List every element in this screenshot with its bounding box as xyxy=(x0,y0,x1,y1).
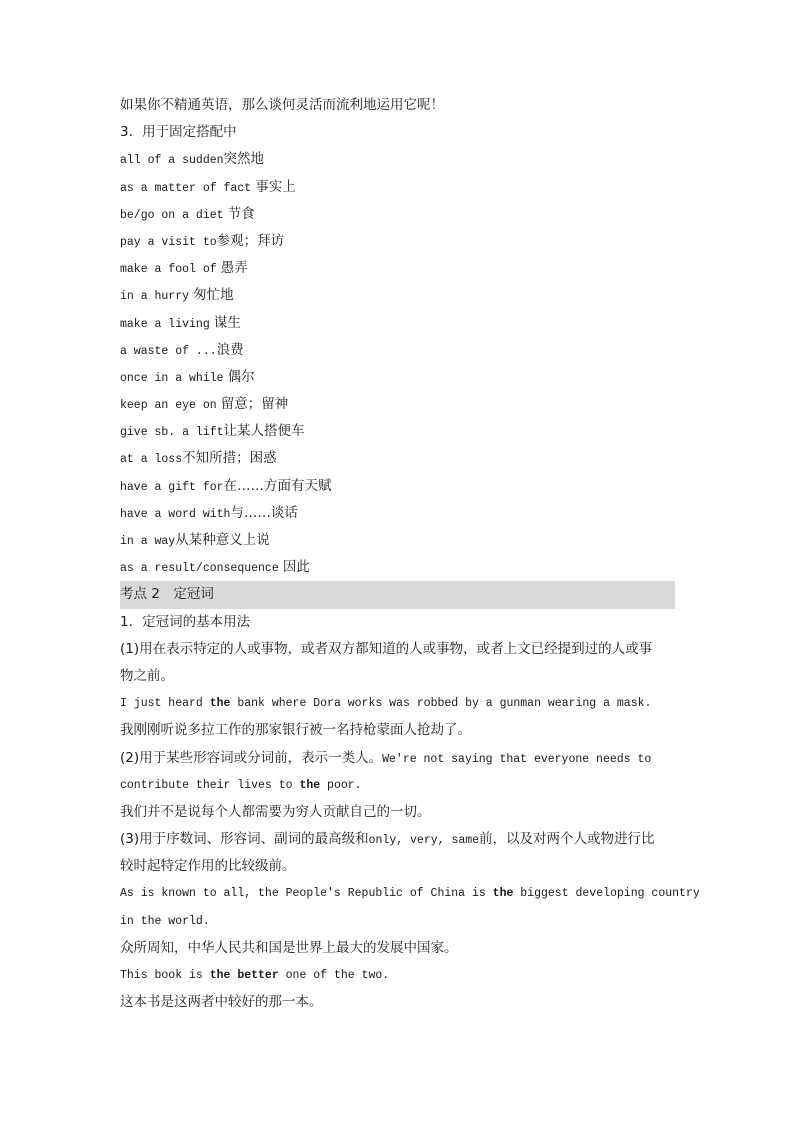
phrase-item xyxy=(120,337,675,364)
phrase-cn: 愚弄 xyxy=(220,260,248,277)
text-segment: (3)用于序数词、形容词、副词的最高级和 xyxy=(120,831,369,848)
phrase-cn: 从某种意义上说 xyxy=(175,532,270,548)
text-segment: poor. xyxy=(320,778,362,792)
phrase-cn: 留意；留神 xyxy=(220,396,289,413)
phrase-cn: 谋生 xyxy=(213,314,241,331)
phrase-en: pay a visit to xyxy=(120,235,217,249)
section-3-title: 3．用于固定搭配中 xyxy=(120,124,237,141)
phrase-cn: 突然地 xyxy=(223,151,265,168)
phrase-cn: 与……谈话 xyxy=(230,504,298,521)
rule-3-line-1 xyxy=(120,826,675,853)
example-3-cn: 众所周知，中华人民共和国是世界上最大的发展中国家。 xyxy=(120,939,458,956)
phrase-item xyxy=(120,364,675,391)
phrase-en: as a matter of fact xyxy=(120,181,252,195)
phrase-item xyxy=(120,500,675,527)
phrase-cn: 不知所措；困惑 xyxy=(182,450,277,467)
phrase-en: give sb. a lift xyxy=(120,426,224,440)
phrase-cn: 偶尔 xyxy=(227,368,255,385)
intro-line: 如果你不精通英语，那么谈何灵活而流利地运用它呢！ xyxy=(120,97,444,113)
example-4-en xyxy=(120,962,675,989)
phrase-item xyxy=(120,554,675,581)
bold-article: the xyxy=(299,778,321,792)
bold-article: the xyxy=(209,697,231,711)
phrase-cn: 参观；拜访 xyxy=(216,232,285,249)
phrase-cn: 事实上 xyxy=(255,178,296,195)
phrase-item xyxy=(120,527,675,554)
phrase-list xyxy=(120,146,675,581)
phrase-en: all of a sudden xyxy=(120,154,224,168)
phrase-cn: 节食 xyxy=(227,205,255,222)
phrase-en: a waste of ... xyxy=(120,344,217,358)
phrase-item xyxy=(120,310,675,337)
document-page xyxy=(120,92,700,1016)
rule-1-line-1: (1)用在表示特定的人或事物，或者双方都知道的人或事物，或者上文已经提到过的人或事 xyxy=(120,640,653,657)
bold-article: the xyxy=(492,887,514,901)
phrase-en: keep an eye on xyxy=(120,399,217,413)
text-segment: contribute their lives to xyxy=(120,778,300,792)
phrase-item xyxy=(120,391,675,418)
text-segment: one of the two. xyxy=(278,969,390,982)
phrase-en: in a hurry xyxy=(120,290,190,304)
rule-2-line-2 xyxy=(120,772,675,799)
phrase-en: make a living xyxy=(120,317,210,331)
example-1-en xyxy=(120,690,675,717)
example-3-en-line-1 xyxy=(120,880,700,907)
phrase-cn: 让某人搭便车 xyxy=(223,423,305,440)
rule-1-line-2: 物之前。 xyxy=(120,667,174,684)
text-segment: bank where Dora works was robbed by a gunman wearing a mask. xyxy=(230,697,652,711)
text-segment: As is known to all, the People's Republic of China is xyxy=(120,887,493,901)
phrase-cn: 因此 xyxy=(282,559,310,576)
phrase-en: once in a while xyxy=(120,371,224,385)
text-segment: only, very, same xyxy=(368,834,480,848)
phrase-cn: 在……方面有天赋 xyxy=(223,477,332,494)
phrase-item xyxy=(120,255,675,282)
example-1-cn: 我刚刚听说多拉工作的那家银行被一名持枪蒙面人抢劫了。 xyxy=(120,722,471,739)
basic-usage-title: 1．定冠词的基本用法 xyxy=(120,613,251,630)
rule-3-line-2: 较时起特定作用的比较级前。 xyxy=(120,858,296,875)
phrase-en: be/go on a diet xyxy=(120,208,224,222)
phrase-item xyxy=(120,201,675,228)
bold-article: the better xyxy=(209,969,279,982)
phrase-en: make a fool of xyxy=(120,263,217,277)
rule-2-line-1 xyxy=(120,745,675,772)
phrase-item xyxy=(120,445,675,472)
phrase-en: as a result/consequence xyxy=(120,562,279,576)
phrase-item xyxy=(120,228,675,255)
phrase-item xyxy=(120,418,675,445)
phrase-cn: 浪费 xyxy=(216,341,244,358)
phrase-cn: 匆忙地 xyxy=(193,287,234,304)
phrase-en: have a gift for xyxy=(120,480,224,494)
phrase-item xyxy=(120,174,675,201)
phrase-item xyxy=(120,146,675,173)
phrase-en: have a word with xyxy=(120,507,231,521)
phrase-en: in a way xyxy=(120,535,176,548)
text-segment: biggest developing country xyxy=(513,887,700,901)
example-2-cn: 我们并不是说每个人都需要为穷人贡献自己的一切。 xyxy=(120,803,431,820)
text-segment: I just heard xyxy=(120,697,210,711)
example-3-en-line-2: in the world. xyxy=(120,914,210,928)
phrase-en: at a loss xyxy=(120,453,183,467)
kaodian-heading: 考点 2 定冠词 xyxy=(120,581,675,608)
phrase-item xyxy=(120,473,675,500)
text-segment: This book is xyxy=(120,969,210,982)
rule-2-en: We're not saying that everyone needs to xyxy=(382,752,652,766)
phrase-item xyxy=(120,282,675,309)
text-segment: 前，以及对两个人或物进行比 xyxy=(479,831,655,848)
example-4-cn: 这本书是这两者中较好的那一本。 xyxy=(120,994,323,1011)
rule-2-cn: (2)用于某些形容词或分词前，表示一类人。 xyxy=(120,749,383,766)
